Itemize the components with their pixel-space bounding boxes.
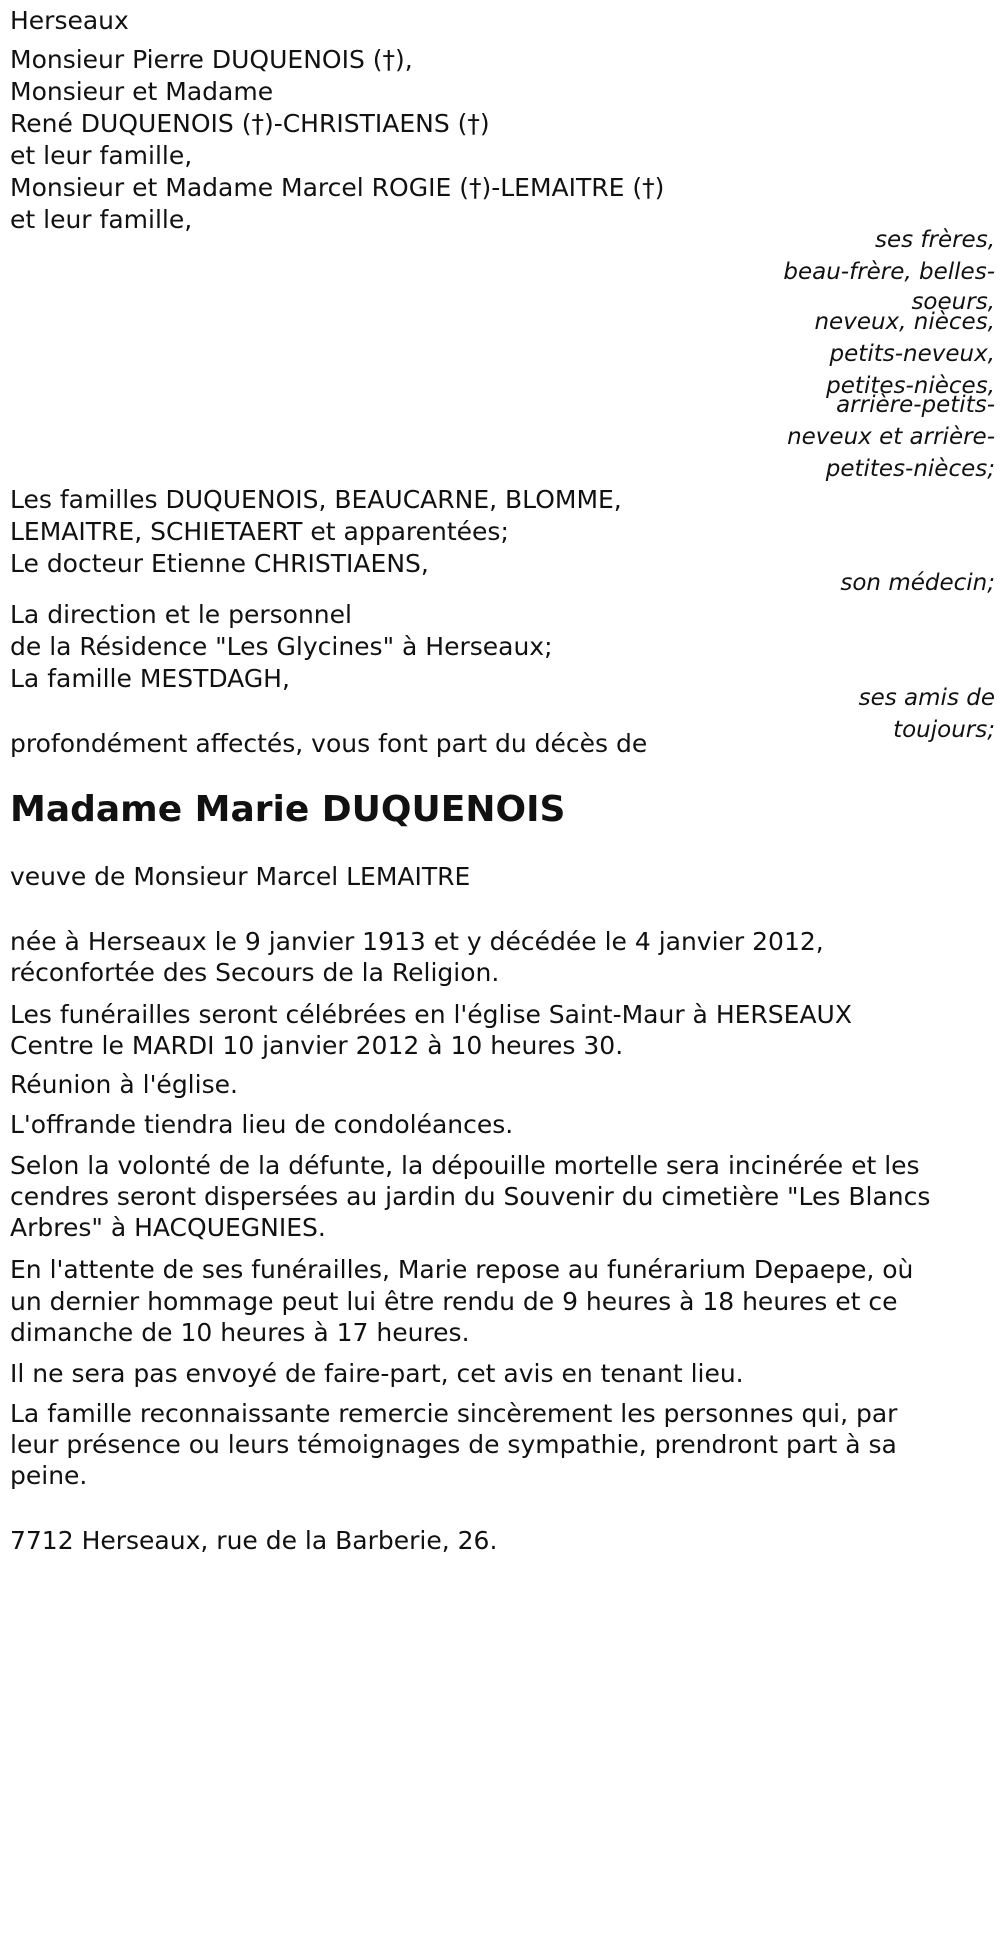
family-line: LEMAITRE, SCHIETAERT et apparentées;	[10, 517, 509, 546]
family-line: Monsieur et Madame Marcel ROGIE (†)-LEMAITRE (†)	[10, 173, 665, 202]
address-line: 7712 Herseaux, rue de la Barberie, 26.	[10, 1526, 498, 1555]
body-line: peine.	[10, 1461, 88, 1490]
body-line: Les funérailles seront célébrées en l'église Saint-Maur à HERSEAUX	[10, 1000, 852, 1029]
body-line: cendres seront dispersées au jardin du Souvenir du cimetière "Les Blancs	[10, 1182, 931, 1211]
relation-line: petits-neveux,	[829, 341, 995, 367]
body-line: Selon la volonté de la défunte, la dépouille mortelle sera incinérée et les	[10, 1151, 920, 1180]
body-line: dimanche de 10 heures à 17 heures.	[10, 1318, 470, 1347]
body-line: Réunion à l'église.	[10, 1070, 238, 1099]
body-line: Centre le MARDI 10 janvier 2012 à 10 heures 30.	[10, 1031, 624, 1060]
family-line: René DUQUENOIS (†)-CHRISTIAENS (†)	[10, 109, 490, 138]
family-line: et leur famille,	[10, 205, 193, 234]
body-line: L'offrande tiendra lieu de condoléances.	[10, 1110, 514, 1139]
family-line: Monsieur Pierre DUQUENOIS (†),	[10, 45, 413, 74]
body-line: Il ne sera pas envoyé de faire-part, cet avis en tenant lieu.	[10, 1359, 744, 1388]
announcement-line: profondément affectés, vous font part du décès de	[10, 729, 648, 758]
body-line: un dernier hommage peut lui être rendu de 9 heures à 18 heures et ce	[10, 1287, 898, 1316]
body-line: réconfortée des Secours de la Religion.	[10, 958, 500, 987]
relation-doctor: son médecin;	[840, 570, 995, 596]
family-line: de la Résidence "Les Glycines" à Herseaux;	[10, 632, 553, 661]
relation-line: soeurs,	[911, 289, 995, 315]
relation-line: beau-frère, belles-	[783, 259, 995, 285]
relation-friends: ses amis de	[858, 685, 995, 711]
family-line: La direction et le personnel	[10, 600, 352, 629]
family-line: La famille MESTDAGH,	[10, 664, 290, 693]
body-line: née à Herseaux le 9 janvier 1913 et y décédée le 4 janvier 2012,	[10, 927, 824, 956]
body-line: La famille reconnaissante remercie sincèrement les personnes qui, par	[10, 1399, 898, 1428]
widow-line: veuve de Monsieur Marcel LEMAITRE	[10, 862, 471, 891]
body-line: leur présence ou leurs témoignages de sympathie, prendront part à sa	[10, 1430, 897, 1459]
family-line: et leur famille,	[10, 141, 193, 170]
relation-line: neveux, nièces,	[814, 309, 995, 335]
family-line: Monsieur et Madame	[10, 77, 274, 106]
deceased-name: Madame Marie DUQUENOIS	[10, 789, 566, 830]
relation-line: arrière-petits-	[836, 392, 995, 418]
relation-line: neveux et arrière-	[787, 424, 995, 450]
family-line: Les familles DUQUENOIS, BEAUCARNE, BLOMME,	[10, 485, 622, 514]
place-header: Herseaux	[10, 6, 129, 35]
relation-friends: toujours;	[893, 717, 995, 743]
relation-line: petites-nièces;	[825, 456, 995, 482]
family-line: Le docteur Etienne CHRISTIAENS,	[10, 549, 429, 578]
relation-line: petites-nièces,	[826, 373, 995, 399]
relation-line: ses frères,	[874, 227, 995, 253]
body-line: En l'attente de ses funérailles, Marie repose au funérarium Depaepe, où	[10, 1255, 914, 1284]
body-line: Arbres" à HACQUEGNIES.	[10, 1213, 326, 1242]
